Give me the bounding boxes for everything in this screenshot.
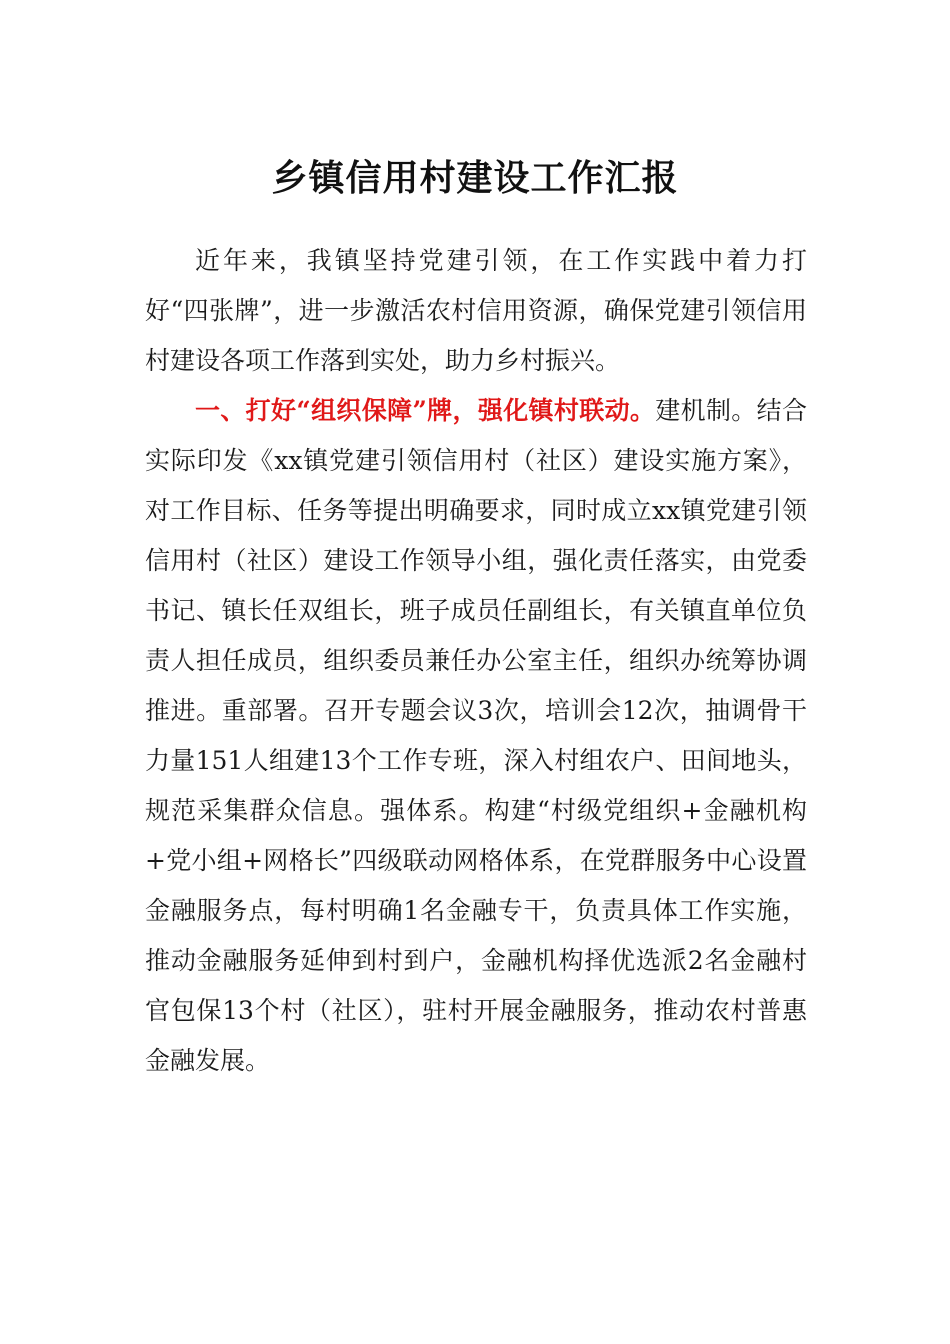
section-one-paragraph	[145, 386, 807, 1086]
document-body	[145, 236, 807, 1086]
section-one-text: 建机制。结合实际印发《xx镇党建引领信用村（社区）建设实施方案》，对工作目标、任务等提出明确要求，同时成立xx镇党建引领信用村（社区）建设工作领导小组，强化责任落实，由党委书记、镇长任双组长，班子成员任副组长，有关镇直单位负责人担任成员，组织委员兼任办公室主任，组织办统筹协调推进。重部署。召开专题会议3次，培训会12次，抽调骨干力量151人组建13个工作专班，深入村组农户、田间地头，规范采集群众信息。强体系。构建“村级党组织+金融机构+党小组+网格长”四级联动网格体系，在党群服务中心设置金融服务点，每村明确1名金融专干，负责具体工作实施，推动金融服务延伸到村到户，金融机构择优选派2名金融村官包保13个村（社区），驻村开展金融服务，推动农村普惠金融发展。	[145, 396, 807, 1075]
intro-paragraph: 近年来，我镇坚持党建引领，在工作实践中着力打好“四张牌”，进一步激活农村信用资源，确保党建引领信用村建设各项工作落到实处，助力乡村振兴。	[145, 246, 807, 375]
section-one-heading: 一、打好“组织保障”牌，强化镇村联动。	[195, 396, 656, 425]
document-title: 乡镇信用村建设工作汇报	[271, 157, 679, 199]
